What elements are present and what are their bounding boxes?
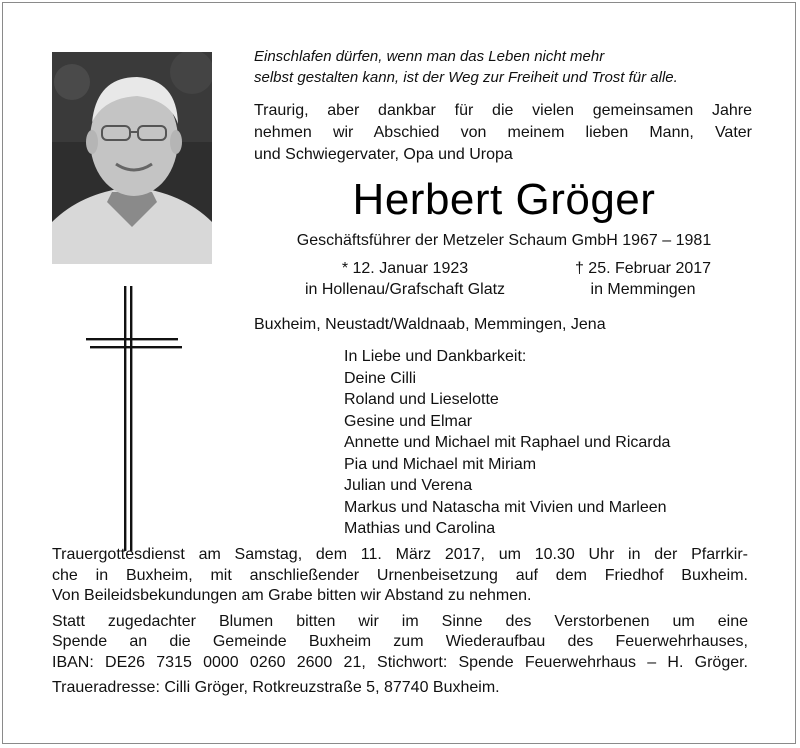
signer-line: Annette und Michael mit Raphael und Ricarda [344,434,671,451]
service-line-1: Trauergottesdienst am Samstag, dem 11. März 2017, um 10.30 Uhr in der Pfarrkir- [52,546,748,563]
signer-line: Pia und Michael mit Miriam [344,455,537,473]
donation-paragraph [52,612,748,674]
intro-line-3: und Schwiegervater, Opa und Uropa [254,146,513,163]
signer-line: Roland und Lieselotte [344,391,499,408]
birth-date: * 12. Januar 1923 [341,260,469,277]
birth-info [270,258,540,300]
portrait-photo [52,52,212,264]
notice-details [52,545,748,704]
signers-list [344,346,764,540]
signer-line: Markus und Natascha mit Vivien und Marleen [344,498,667,516]
motto-line-2: selbst gestalten kann, ist der Weg zur Freiheit und Trost für alle. [254,69,678,86]
death-date: † 25. Februar 2017 [574,260,712,277]
career-line: Geschäftsführer der Metzeler Schaum GmbH 1967 – 1981 [296,232,712,249]
family-places: Buxheim, Neustadt/Waldnaab, Memmingen, Jena [254,316,606,333]
service-line-3: Von Beileidsbekundungen am Grabe bitten wir Abstand zu nehmen. [52,587,532,604]
intro-text [254,100,752,166]
signer-line: In Liebe und Dankbarkeit: [344,348,527,365]
death-info [548,258,738,300]
donation-line-2: Spende an die Gemeinde Buxheim zum Wiederaufbau des Feuerwehrhauses, [52,633,748,650]
birth-place: in Hollenau/Grafschaft Glatz [304,281,506,298]
service-paragraph [52,545,748,607]
death-place: in Memmingen [590,281,696,298]
signer-line: Gesine und Elmar [344,412,473,430]
mourning-address: Traueradresse: Cilli Gröger, Rotkreuzstraße 5, 87740 Buxheim. [52,679,500,696]
signer-line: Deine Cilli [344,369,417,387]
motto-quote [254,46,754,88]
portrait-image [52,52,212,264]
signer-line: Mathias und Carolina [344,520,496,537]
address-paragraph [52,678,748,699]
deceased-name: Herbert Gröger [352,175,656,224]
intro-line-2: nehmen wir Abschied von meinem lieben Mann, Vater [254,124,752,141]
cross-icon [86,286,182,551]
intro-line-1: Traurig, aber dankbar für die vielen gemeinsamen Jahre [254,102,752,119]
donation-line-1: Statt zugedachter Blumen bitten wir im Sinne des Verstorbenen um eine [52,612,748,630]
service-line-2: che in Buxheim, mit anschließender Urnenbeisetzung auf dem Friedhof Buxheim. [52,566,748,584]
donation-line-3: IBAN: DE26 7315 0000 0260 2600 21, Stichwort: Spende Feuerwehrhaus – H. Gröger. [52,653,748,671]
motto-line-1: Einschlafen dürfen, wenn man das Leben nicht mehr [254,48,605,65]
signer-line: Julian und Verena [344,477,473,494]
